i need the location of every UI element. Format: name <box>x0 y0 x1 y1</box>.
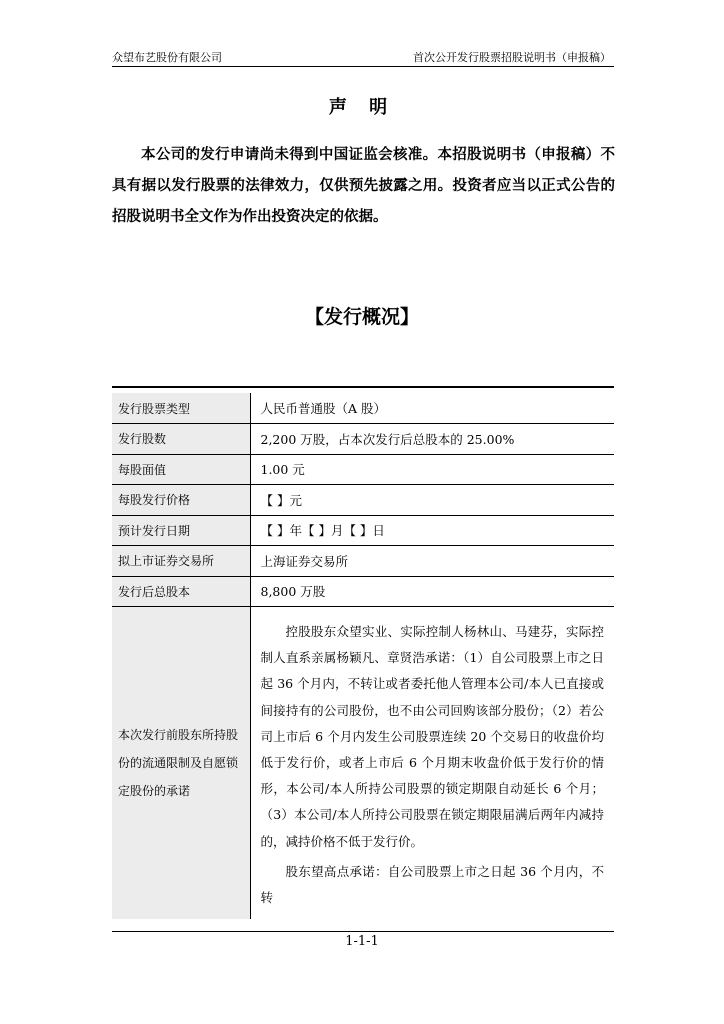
declaration-text: 本公司的发行申请尚未得到中国证监会核准。本招股说明书（申报稿）不具有据以发行股票的法律效力，仅供预先披露之用。投资者应当以正式公告的招股说明书全文作为作出投资决定的依据。 <box>112 147 615 225</box>
row-value-lockup-commitment <box>250 607 614 919</box>
table-row <box>112 576 614 607</box>
row-label-shares-issued: 发行股数 <box>112 424 250 455</box>
table-row <box>112 485 614 516</box>
row-label-stock-type: 发行股票类型 <box>112 393 250 424</box>
table-row <box>112 454 614 485</box>
table-row <box>112 546 614 577</box>
lockup-paragraph-controlling-holder: 控股股东众望实业、实际控制人杨林山、马建芬，实际控制人直系亲属杨颖凡、章贤浩承诺：（1）自公司股票上市之日起 36 个月内，不转让或者委托他人管理本公司/本人已直接或间接持有的公司股份，也不由公司回购该部分股份；（2）若公司上市后 6 个月内发生公司股票连续 20 个交易日的收盘价均低于发行价，或者上市后 6 个月期末收盘价低于发行价的情形，本公司/本人所持公司股票的锁定期限自动延长 6 个月；（3）本公司/本人所持公司股票在锁定期限届满后两年内减持的，减持价格不低于发行价。 <box>260 624 604 849</box>
header-divider <box>112 66 614 67</box>
declaration-title: 声 明 <box>328 97 396 118</box>
page-number: 1-1-1 <box>345 934 379 949</box>
row-label-total-shares: 发行后总股本 <box>112 576 250 607</box>
row-value-issue-date: 【 】年【 】月【 】日 <box>250 515 614 546</box>
row-label-exchange: 拟上市证券交易所 <box>112 546 250 577</box>
row-value-shares-issued: 2,200 万股，占本次发行后总股本的 25.00% <box>250 424 614 455</box>
table-row <box>112 607 614 919</box>
page-bottom-rule <box>112 931 614 932</box>
table-row <box>112 515 614 546</box>
table-row <box>112 424 614 455</box>
row-label-issue-date: 预计发行日期 <box>112 515 250 546</box>
table-top-rule <box>112 386 614 388</box>
row-value-exchange: 上海证券交易所 <box>250 546 614 577</box>
row-value-total-shares: 8,800 万股 <box>250 576 614 607</box>
row-value-stock-type: 人民币普通股（A 股） <box>260 401 387 416</box>
header-document-title: 首次公开发行股票招股说明书（申报稿） <box>413 51 611 64</box>
header-company-name: 众望布艺股份有限公司 <box>112 51 222 64</box>
row-value-par-value: 1.00 元 <box>250 454 614 485</box>
lockup-paragraph-wanggaodian: 股东望高点承诺：自公司股票上市之日起 36 个月内，不转 <box>260 863 604 906</box>
overview-title: 【发行概况】 <box>304 306 419 328</box>
issuance-overview-table <box>112 393 614 919</box>
row-label-par-value: 每股面值 <box>112 454 250 485</box>
row-label-issue-price: 每股发行价格 <box>112 485 250 516</box>
row-label-lockup-commitment: 本次发行前股东所持股份的流通限制及自愿锁定股份的承诺 <box>112 607 250 919</box>
row-value-issue-price: 【 】元 <box>250 485 614 516</box>
table-row <box>112 393 614 424</box>
